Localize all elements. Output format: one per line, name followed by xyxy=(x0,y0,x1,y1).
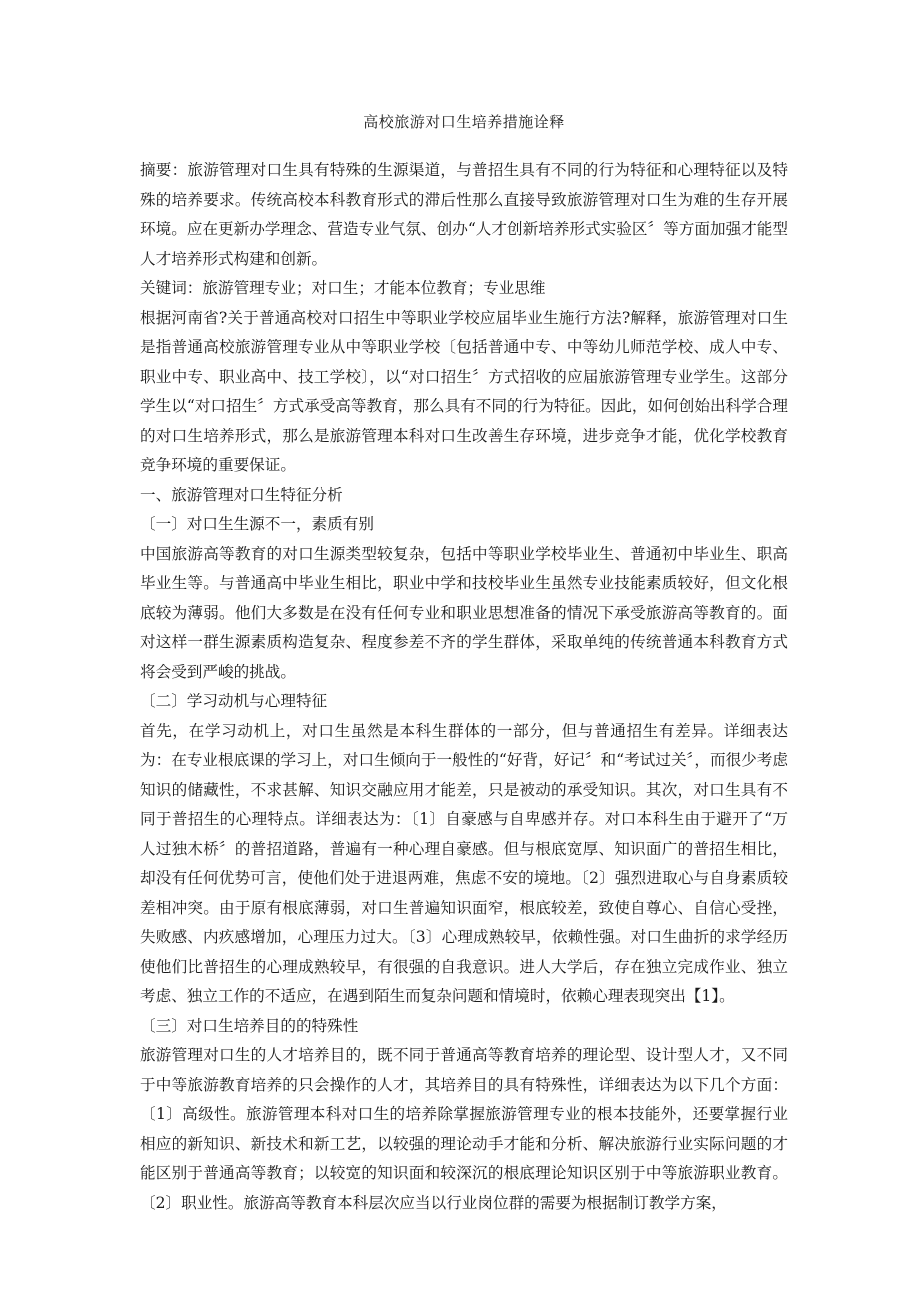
body-paragraph: 首先，在学习动机上，对口生虽然是本科生群体的一部分，但与普通招生有差异。详细表达为：在专业根底课的学习上，对口生倾向于一般性的“好背，好记〞和“考试过关〞，而很少考虑知识的储藏性，不求甚解、知识交融应用才能差，只是被动的承受知识。其次，对口生具有不同于普招生的心理特点。详细表达为：〔1〕自豪感与自卑感并存。对口本科生由于避开了“万人过独木桥〞的普招道路，普遍有一种心理自豪感。但与根底宽厚、知识面广的普招生相比，却没有任何优势可言，使他们处于进退两难，焦虑不安的境地。〔2〕强烈进取心与自身素质较差相冲突。由于原有根底薄弱，对口生普遍知识面窄，根底较差，致使自尊心、自信心受挫，失败感、内疚感增加，心理压力过大。〔3〕心理成熟较早，依赖性强。对口生曲折的求学经历使他们比普招生的心理成熟较早，有很强的自我意识。进人大学后，存在独立完成作业、独立考虑、独立工作的不适应，在遇到陌生而复杂问题和情境时，依赖心理表现突出【1】。 xyxy=(140,721,789,1005)
body-paragraph: 中国旅游高等教育的对口生源类型较复杂，包括中等职业学校毕业生、普通初中毕业生、职高毕业生等。与普通高中毕业生相比，职业中学和技校毕业生虽然专业技能素质较好，但文化根底较为薄弱。他们大多数是在没有任何专业和职业思想准备的情况下承受旅游高等教育的。面对这样一群生源素质构造复杂、程度参差不齐的学生群体，采取单纯的传统普通本科教育方式将会受到严峻的挑战。 xyxy=(140,544,788,681)
document-title: 高校旅游对口生培养措施诠释 xyxy=(363,113,565,131)
intro-paragraph: 根据河南省?关于普通高校对口招生中等职业学校应届毕业生施行方法?解释，旅游管理对口生是指普通高校旅游管理专业从中等职业学校〔包括普通中专、中等幼儿师范学校、成人中专、职业中专、职业高中、技工学校〕，以“对口招生〞方式招收的应届旅游管理专业学生。这部分学生以“对口招生〞方式承受高等教育，那么具有不同的行为特征。因此，如何创始出科学合理的对口生培养形式，那么是旅游管理本科对口生改善生存环境，进步竞争才能，优化学校教育竞争环境的重要保证。 xyxy=(140,308,788,474)
keywords-paragraph: 关键词：旅游管理专业；对口生；才能本位教育；专业思维 xyxy=(140,279,546,297)
subsection-heading: 〔三〕对口生培养目的的特殊性 xyxy=(140,1016,359,1035)
section-heading: 一、旅游管理对口生特征分析 xyxy=(140,485,343,504)
subsection-heading: 〔二〕学习动机与心理特征 xyxy=(140,692,328,710)
body-paragraph: 旅游管理对口生的人才培养目的，既不同于普通高等教育培养的理论型、设计型人才，又不同于中等旅游教育培养的只会操作的人才，其培养目的具有特殊性，详细表达为以下几个方面：〔1〕高级性。旅游管理本科对口生的培养除掌握旅游管理专业的根本技能外，还要掌握行业相应的新知识、新技术和新工艺，以较强的理论动手才能和分析、解决旅游行业实际问题的才能区别于普通高等教育；以较宽的知识面和较深沉的根底理论知识区别于中等旅游职业教育。〔2〕职业性。旅游高等教育本科层次应当以行业岗位群的需要为根据制订教学方案， xyxy=(140,1046,788,1212)
document-page xyxy=(140,112,788,1218)
subsection-heading: 〔一〕对口生生源不一，素质有别 xyxy=(140,515,374,533)
abstract-paragraph: 摘要：旅游管理对口生具有特殊的生源渠道，与普招生具有不同的行为特征和心理特征以及特殊的培养要求。传统高校本科教育形式的滞后性那么直接导致旅游管理对口生为难的生存开展环境。应在更新办学理念、营造专业气氛、创办“人才创新培养形式实验区〞等方面加强才能型人才培养形式构建和创新。 xyxy=(140,161,788,268)
